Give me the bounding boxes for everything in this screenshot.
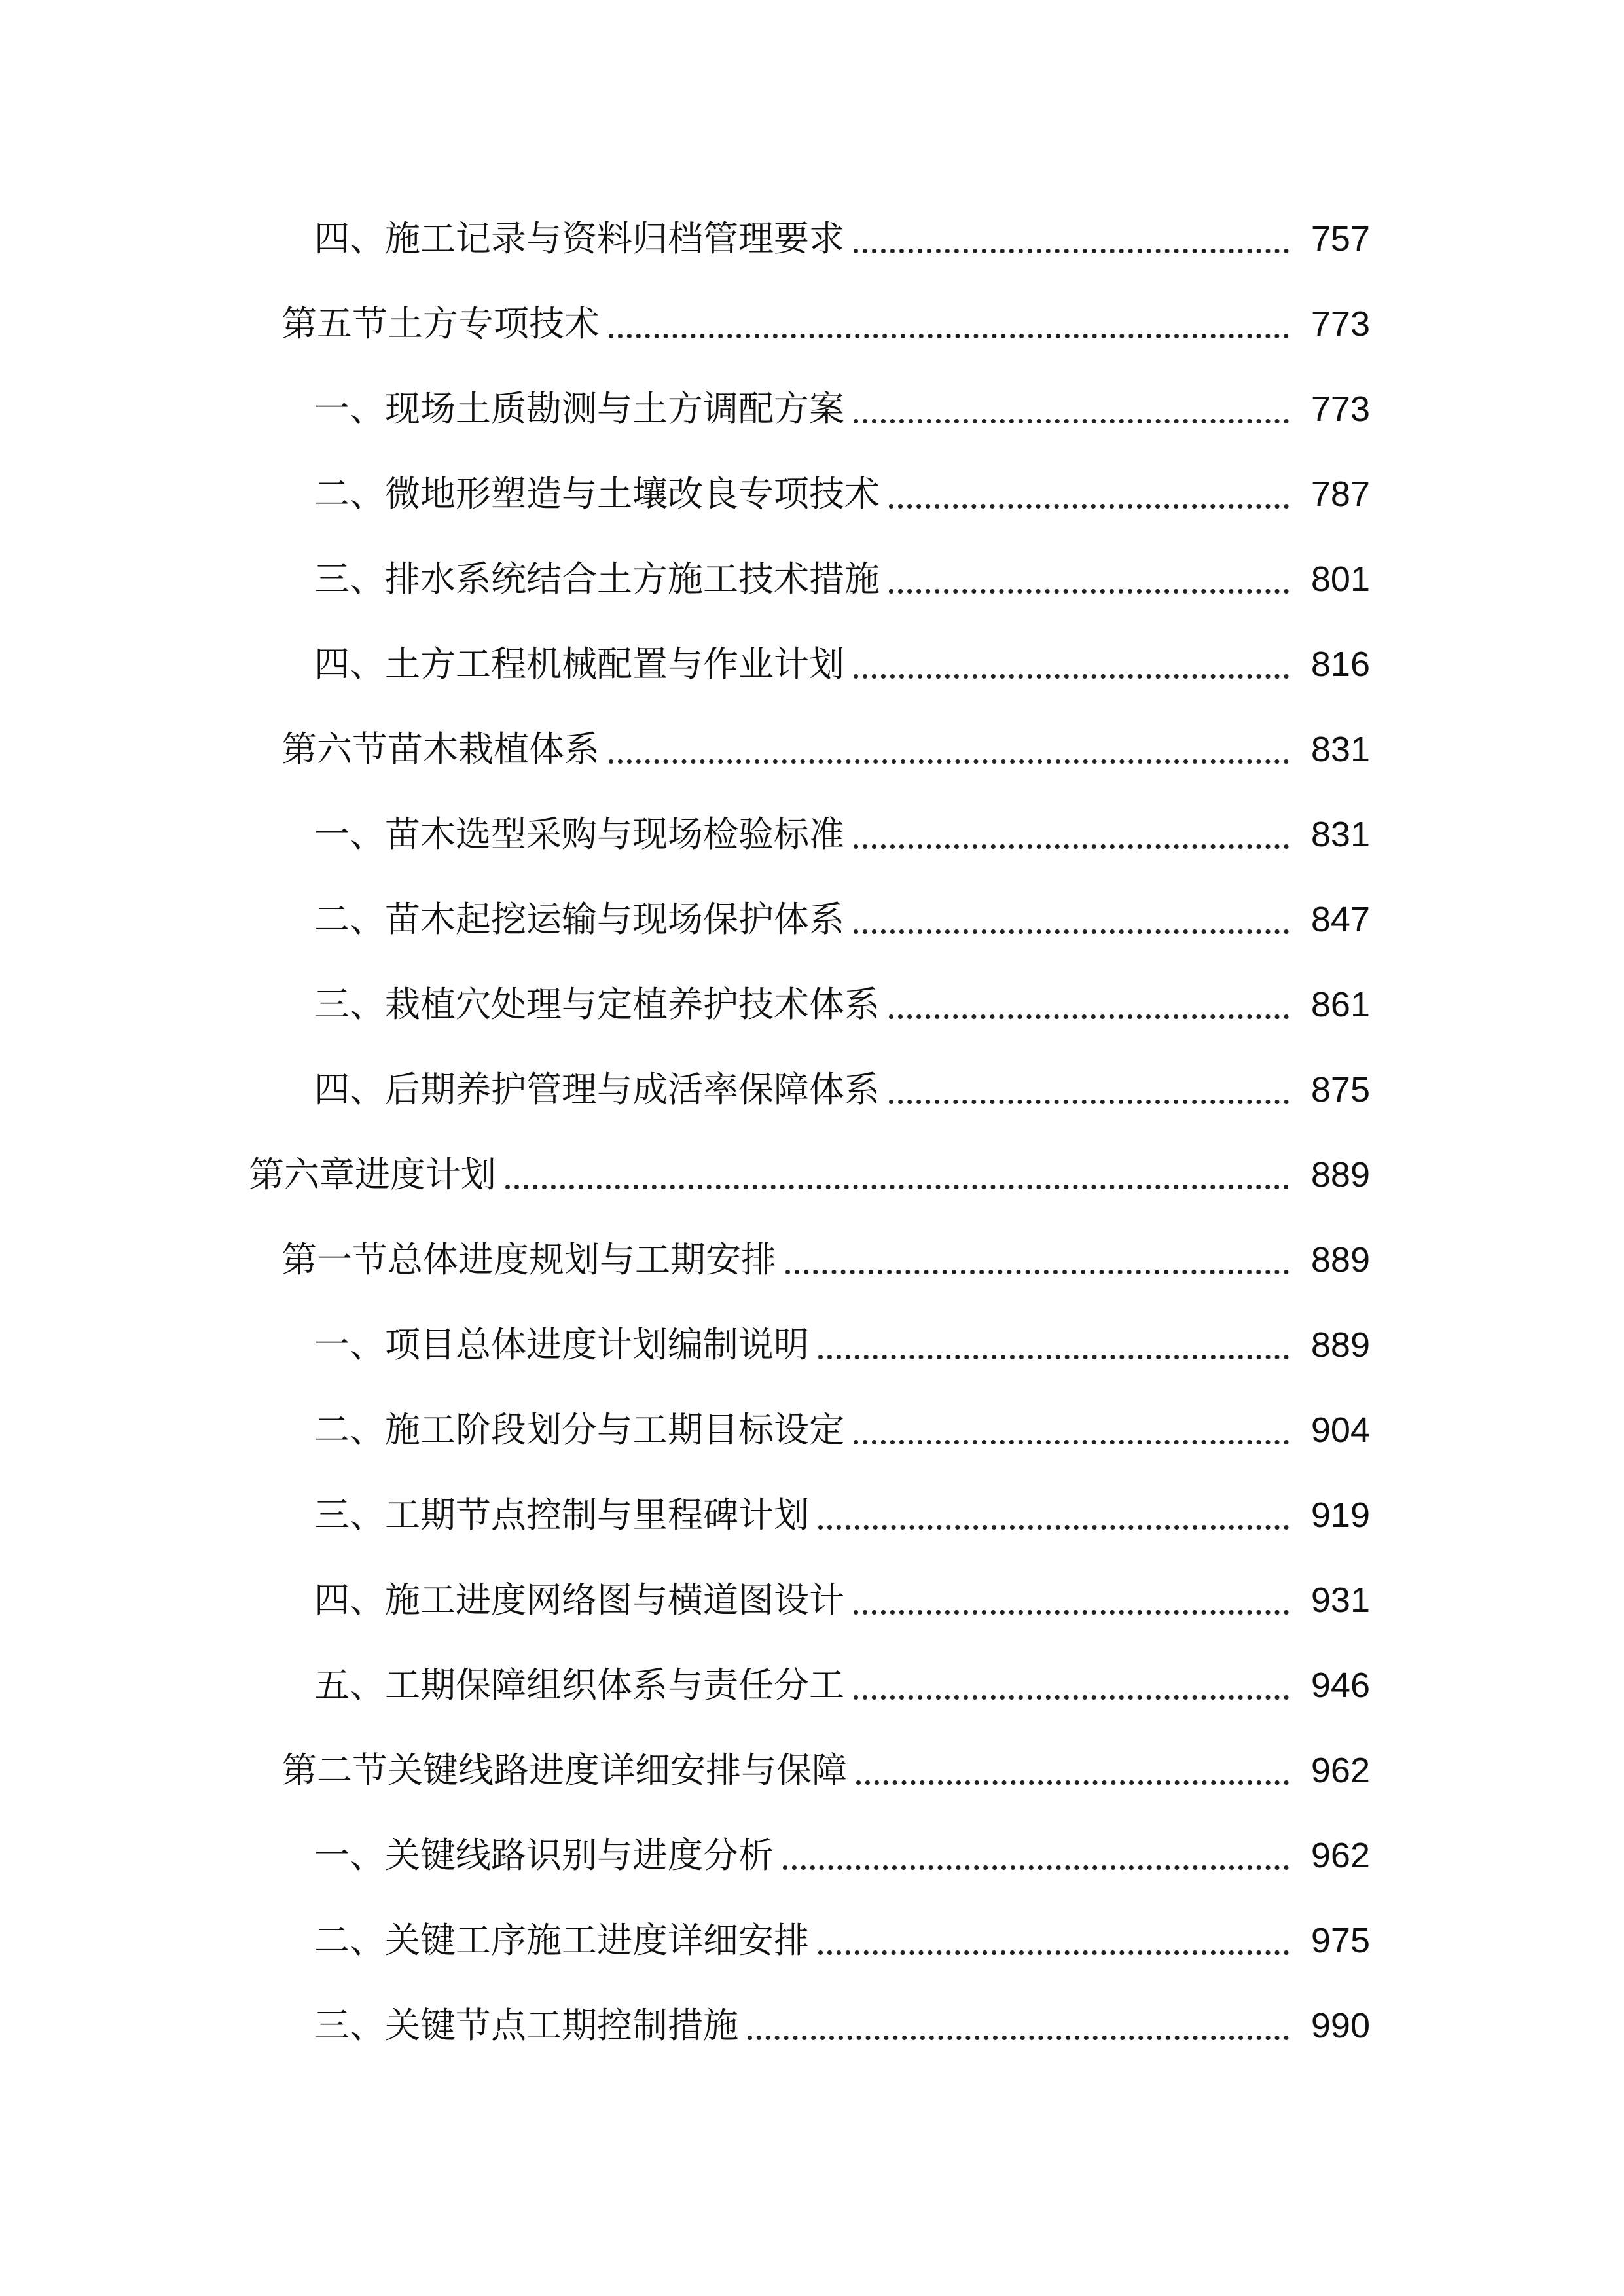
toc-entry-title: 第二节关键线路进度详细安排与保障 xyxy=(281,1749,847,1791)
toc-page-number: 787 xyxy=(1310,475,1370,514)
toc-page-number: 889 xyxy=(1310,1325,1370,1365)
toc-entry[interactable] xyxy=(0,1558,1624,1643)
toc-page-number: 801 xyxy=(1310,560,1370,599)
toc-page-number: 889 xyxy=(1310,1240,1370,1280)
toc-page-number: 962 xyxy=(1310,1836,1370,1875)
toc-entry[interactable] xyxy=(0,1132,1624,1217)
toc-entry-title: 三、栽植穴处理与定植养护技术体系 xyxy=(314,984,880,1025)
toc-entry[interactable] xyxy=(0,1813,1624,1898)
toc-entry-title: 第六章进度计划 xyxy=(249,1154,496,1195)
table-of-contents xyxy=(0,196,1624,2068)
toc-entry-title: 四、土方工程机械配置与作业计划 xyxy=(314,643,844,685)
toc-page-number: 773 xyxy=(1310,389,1370,429)
toc-dot-leader xyxy=(818,1525,1289,1530)
toc-entry[interactable] xyxy=(0,1047,1624,1132)
toc-page-number: 816 xyxy=(1310,645,1370,684)
toc-page-number: 757 xyxy=(1310,219,1370,259)
toc-entry[interactable] xyxy=(0,1217,1624,1302)
toc-entry-title: 二、施工阶段划分与工期目标设定 xyxy=(314,1409,844,1450)
toc-entry[interactable] xyxy=(0,452,1624,537)
toc-entry-title: 一、项目总体进度计划编制说明 xyxy=(314,1324,809,1365)
toc-entry[interactable] xyxy=(0,1473,1624,1558)
toc-page-number: 962 xyxy=(1310,1751,1370,1790)
toc-dot-leader xyxy=(609,759,1289,764)
toc-entry-title: 五、工期保障组织体系与责任分工 xyxy=(314,1664,844,1706)
toc-entry-title: 一、关键线路识别与进度分析 xyxy=(314,1835,774,1876)
toc-page-number: 919 xyxy=(1310,1496,1370,1535)
toc-dot-leader xyxy=(889,1100,1289,1104)
toc-entry-title: 一、苗木选型采购与现场检验标准 xyxy=(314,814,844,855)
toc-page-number: 975 xyxy=(1310,1921,1370,1960)
toc-entry-title: 四、施工记录与资料归档管理要求 xyxy=(314,218,844,259)
toc-entry-title: 二、关键工序施工进度详细安排 xyxy=(314,1920,809,1961)
toc-dot-leader xyxy=(889,504,1289,509)
toc-page-number: 831 xyxy=(1310,815,1370,854)
toc-dot-leader xyxy=(854,929,1289,934)
toc-entry[interactable] xyxy=(0,367,1624,452)
toc-entry[interactable] xyxy=(0,1983,1624,2068)
toc-entry[interactable] xyxy=(0,196,1624,281)
toc-page-number: 861 xyxy=(1310,985,1370,1024)
toc-entry[interactable] xyxy=(0,962,1624,1047)
toc-dot-leader xyxy=(889,1014,1289,1019)
toc-dot-leader xyxy=(854,1440,1289,1444)
toc-entry-title: 三、排水系统结合土方施工技术措施 xyxy=(314,558,880,600)
toc-entry-title: 四、施工进度网络图与横道图设计 xyxy=(314,1579,844,1621)
toc-entry-title: 第五节土方专项技术 xyxy=(281,303,600,344)
toc-entry[interactable] xyxy=(0,1898,1624,1983)
toc-dot-leader xyxy=(505,1185,1289,1189)
toc-dot-leader xyxy=(783,1865,1289,1870)
toc-entry[interactable] xyxy=(0,622,1624,707)
toc-entry-title: 三、工期节点控制与里程碑计划 xyxy=(314,1494,809,1535)
toc-dot-leader xyxy=(854,249,1289,253)
toc-entry[interactable] xyxy=(0,281,1624,367)
toc-entry-title: 二、微地形塑造与土壤改良专项技术 xyxy=(314,473,880,514)
toc-entry-title: 三、关键节点工期控制措施 xyxy=(314,2005,738,2046)
toc-dot-leader xyxy=(609,334,1289,338)
toc-page-number: 904 xyxy=(1310,1410,1370,1450)
toc-entry[interactable] xyxy=(0,1388,1624,1473)
toc-dot-leader xyxy=(818,1950,1289,1955)
toc-page-number: 875 xyxy=(1310,1070,1370,1109)
toc-page-number: 831 xyxy=(1310,730,1370,769)
toc-entry[interactable] xyxy=(0,1643,1624,1728)
toc-entry[interactable] xyxy=(0,537,1624,622)
toc-page-number: 931 xyxy=(1310,1581,1370,1620)
toc-page-number: 847 xyxy=(1310,900,1370,939)
toc-entry-title: 第六节苗木栽植体系 xyxy=(281,728,600,770)
toc-entry[interactable] xyxy=(0,792,1624,877)
toc-dot-leader xyxy=(854,1695,1289,1700)
toc-page-number: 946 xyxy=(1310,1666,1370,1705)
toc-entry[interactable] xyxy=(0,707,1624,792)
toc-dot-leader xyxy=(785,1270,1289,1274)
toc-entry-title: 四、后期养护管理与成活率保障体系 xyxy=(314,1069,880,1110)
toc-entry-title: 一、现场土质勘测与土方调配方案 xyxy=(314,388,844,429)
toc-entry-title: 第一节总体进度规划与工期安排 xyxy=(281,1239,776,1280)
toc-dot-leader xyxy=(748,2036,1289,2040)
toc-dot-leader xyxy=(854,419,1289,423)
toc-page-number: 773 xyxy=(1310,304,1370,344)
toc-dot-leader xyxy=(889,589,1289,594)
toc-entry[interactable] xyxy=(0,1728,1624,1813)
toc-dot-leader xyxy=(854,844,1289,849)
toc-entry[interactable] xyxy=(0,877,1624,962)
toc-dot-leader xyxy=(856,1780,1289,1785)
toc-page-number: 889 xyxy=(1310,1155,1370,1194)
toc-dot-leader xyxy=(854,674,1289,679)
toc-dot-leader xyxy=(818,1355,1289,1359)
toc-dot-leader xyxy=(854,1610,1289,1615)
toc-entry[interactable] xyxy=(0,1302,1624,1388)
toc-entry-title: 二、苗木起挖运输与现场保护体系 xyxy=(314,899,844,940)
toc-page-number: 990 xyxy=(1310,2006,1370,2045)
